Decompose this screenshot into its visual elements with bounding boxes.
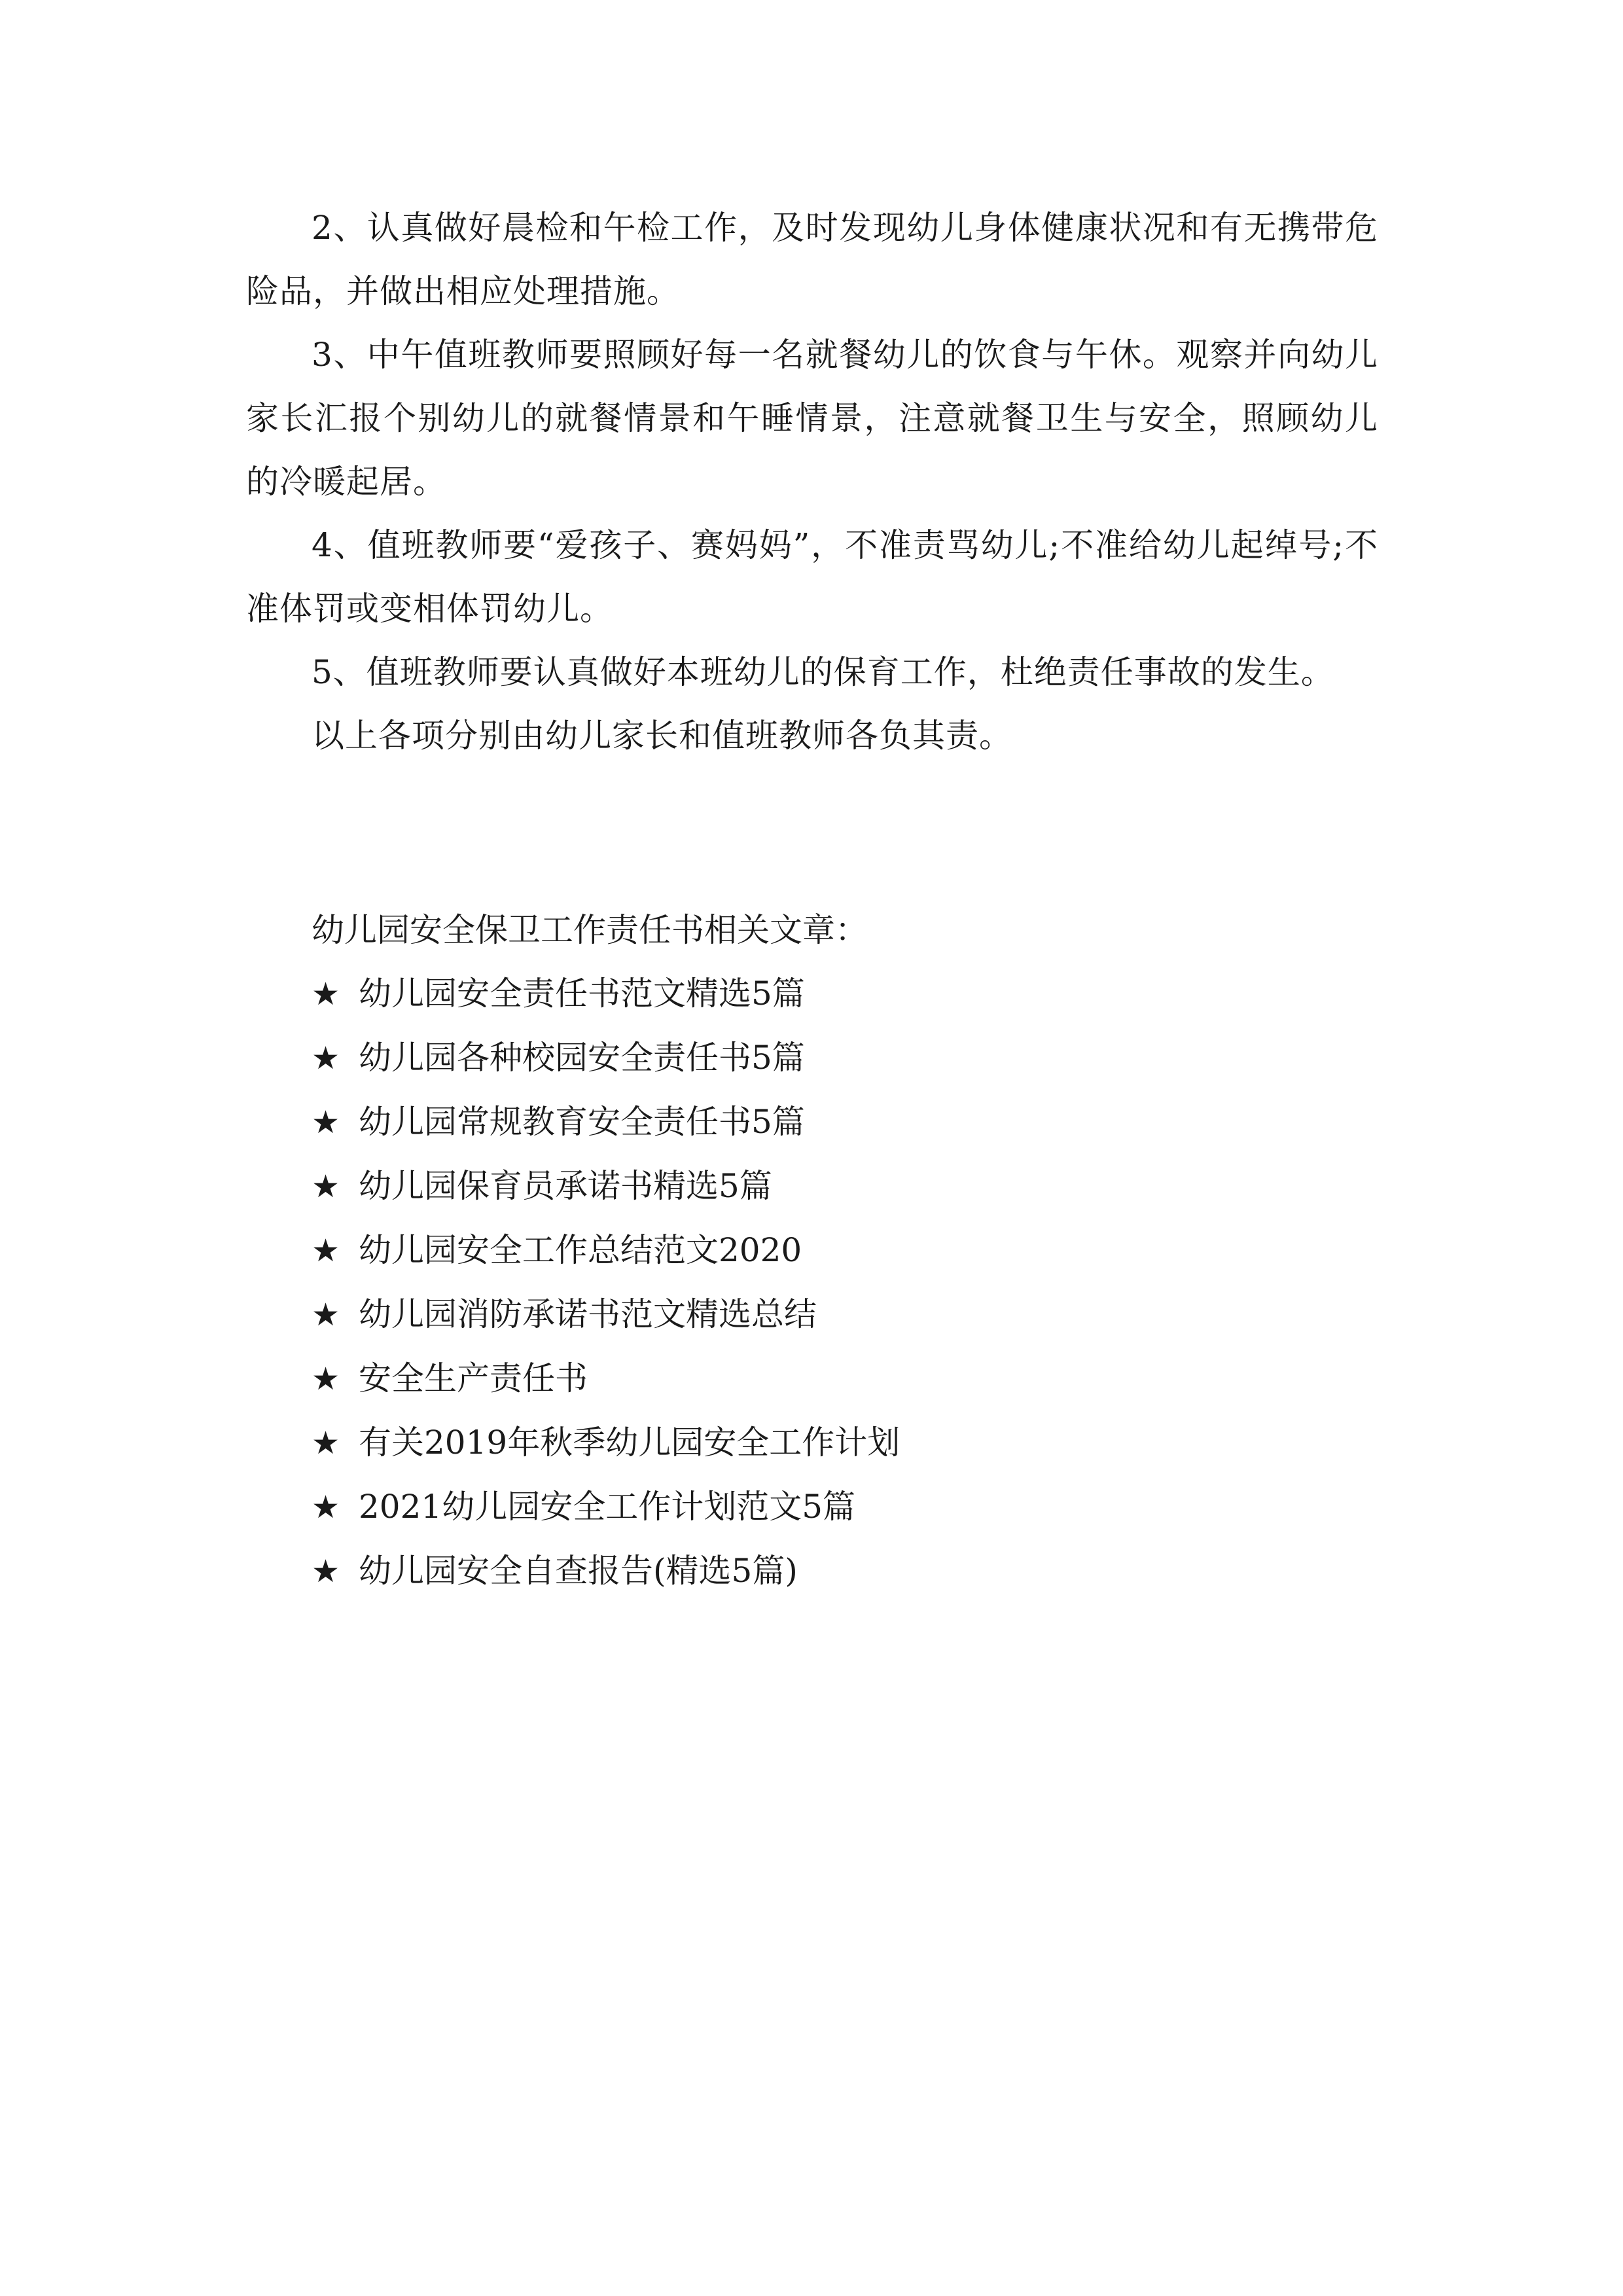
star-icon: ★ <box>312 1040 340 1077</box>
related-article-link[interactable]: 有关2019年秋季幼儿园安全工作计划 <box>359 1424 901 1462</box>
star-icon: ★ <box>312 1425 340 1462</box>
paragraph-3: 3、中午值班教师要照顾好每一名就餐幼儿的饮食与午休。观察并向幼儿家长汇报个别幼儿的就餐情景和午睡情景，注意就餐卫生与安全，照顾幼儿的冷暖起居。 <box>246 336 1378 501</box>
star-icon: ★ <box>312 1489 340 1526</box>
related-article-item <box>312 1283 1359 1347</box>
star-icon: ★ <box>312 1104 340 1141</box>
related-article-link[interactable]: 2021幼儿园安全工作计划范文5篇 <box>359 1488 856 1526</box>
body-text <box>246 196 1378 768</box>
related-article-link[interactable]: 幼儿园安全自查报告(精选5篇) <box>359 1552 798 1590</box>
star-icon: ★ <box>312 1361 340 1397</box>
related-article-link[interactable]: 安全生产责任书 <box>359 1359 588 1397</box>
star-icon: ★ <box>312 1232 340 1269</box>
related-article-link[interactable]: 幼儿园各种校园安全责任书5篇 <box>359 1039 805 1077</box>
related-article-item <box>312 1411 1359 1475</box>
star-icon: ★ <box>312 1553 340 1590</box>
paragraph-5: 5、值班教师要认真做好本班幼儿的保育工作，杜绝责任事故的发生。 <box>312 653 1334 691</box>
star-icon: ★ <box>312 1297 340 1333</box>
related-article-item <box>312 1026 1359 1090</box>
related-articles-heading: 幼儿园安全保卫工作责任书相关文章： <box>312 911 868 949</box>
related-articles <box>312 899 1359 1604</box>
paragraph-4: 4、值班教师要“爱孩子、赛妈妈”，不准责骂幼儿;不准给幼儿起绰号;不准体罚或变相体罚幼儿。 <box>246 526 1378 628</box>
related-article-link[interactable]: 幼儿园安全责任书范文精选5篇 <box>359 975 805 1013</box>
related-article-link[interactable]: 幼儿园保育员承诺书精选5篇 <box>359 1167 772 1205</box>
related-article-link[interactable]: 幼儿园安全工作总结范文2020 <box>359 1231 802 1269</box>
related-article-item <box>312 1090 1359 1155</box>
related-article-item <box>312 1219 1359 1283</box>
star-icon: ★ <box>312 1168 340 1205</box>
related-article-item <box>312 1475 1359 1539</box>
paragraph-2: 2、认真做好晨检和午检工作，及时发现幼儿身体健康状况和有无携带危险品，并做出相应处理措施。 <box>246 209 1378 310</box>
related-article-item <box>312 1539 1359 1604</box>
related-article-link[interactable]: 幼儿园常规教育安全责任书5篇 <box>359 1103 805 1141</box>
related-article-item <box>312 1155 1359 1219</box>
star-icon: ★ <box>312 976 340 1013</box>
related-articles-list <box>312 962 1359 1604</box>
related-article-link[interactable]: 幼儿园消防承诺书范文精选总结 <box>359 1295 817 1333</box>
related-article-item <box>312 962 1359 1026</box>
related-article-item <box>312 1347 1359 1411</box>
closing-paragraph: 以上各项分别由幼儿家长和值班教师各负其责。 <box>312 717 1012 755</box>
